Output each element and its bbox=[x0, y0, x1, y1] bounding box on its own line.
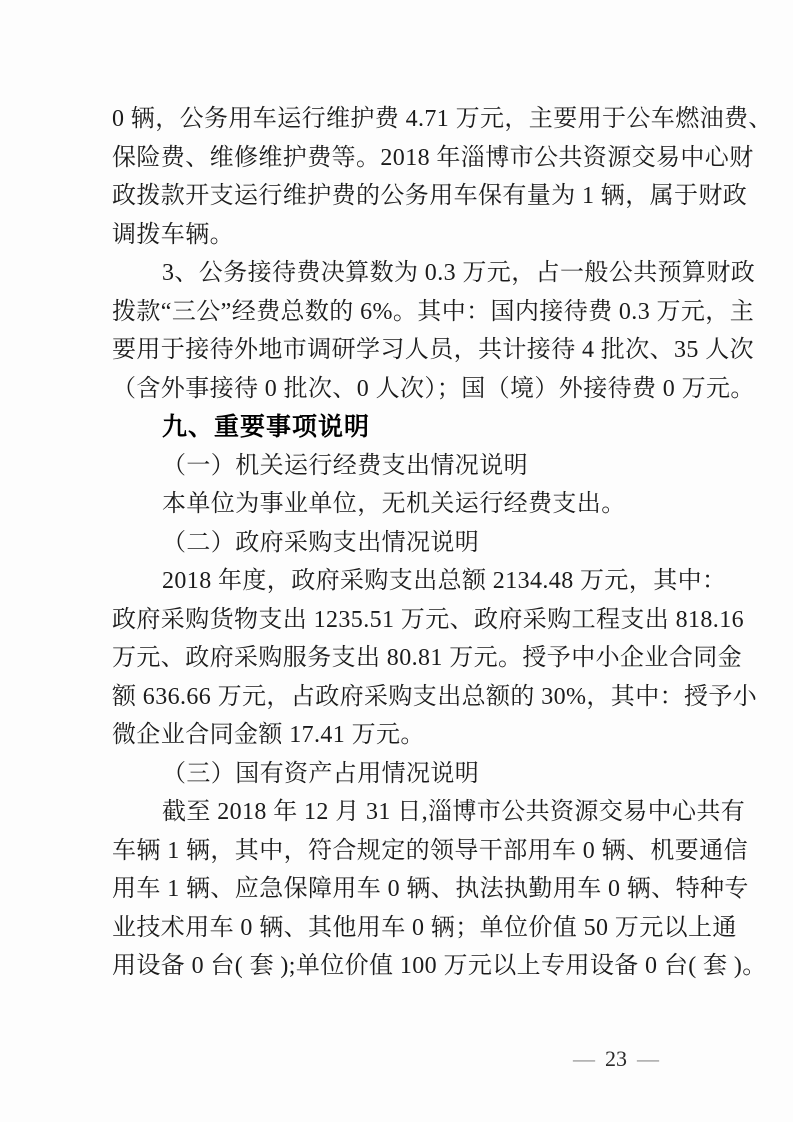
body-line: （含外事接待 0 批次、0 人次）；国（境）外接待费 0 万元。 bbox=[112, 375, 755, 402]
subheading-state-assets: （三）国有资产占用情况说明 bbox=[162, 760, 480, 787]
subheading-gov-procurement: （二）政府采购支出情况说明 bbox=[162, 529, 480, 556]
body-line: 2018 年度，政府采购支出总额 2134.48 万元，其中： bbox=[162, 568, 727, 594]
page-number-dash-left: — bbox=[573, 1046, 595, 1071]
page-number-dash-right: — bbox=[637, 1046, 659, 1071]
section-heading-important-items: 九、重要事项说明 bbox=[162, 413, 371, 441]
body-line: 万元、政府采购服务支出 80.81 万元。授予中小企业合同金 bbox=[112, 645, 742, 671]
body-line: 用设备 0 台( 套 );单位价值 100 万元以上专用设备 0 台( 套 )。 bbox=[112, 953, 767, 979]
body-line: 要用于接待外地市调研学习人员，共计接待 4 批次、35 人次 bbox=[112, 337, 754, 363]
page-number bbox=[573, 1044, 693, 1074]
body-line: 拨款“三公”经费总数的 6%。其中：国内接待费 0.3 万元，主 bbox=[112, 298, 755, 325]
subheading-agency-operation: （一）机关运行经费支出情况说明 bbox=[162, 452, 528, 479]
body-line: 本单位为事业单位，无机关运行经费支出。 bbox=[162, 491, 626, 517]
body-line: 截至 2018 年 12 月 31 日,淄博市公共资源交易中心共有 bbox=[162, 799, 746, 825]
document-body bbox=[112, 100, 773, 986]
body-line: 微企业合同金额 17.41 万元。 bbox=[112, 722, 425, 748]
body-line: 0 辆，公务用车运行维护费 4.71 万元，主要用于公车燃油费、 bbox=[112, 106, 773, 132]
body-line: 额 636.66 万元，占政府采购支出总额的 30%，其中：授予小 bbox=[112, 683, 758, 710]
body-line: 3、公务接待费决算数为 0.3 万元，占一般公共预算财政 bbox=[162, 260, 756, 286]
body-line: 调拨车辆。 bbox=[112, 221, 234, 248]
body-line: 车辆 1 辆，其中，符合规定的领导干部用车 0 辆、机要通信 bbox=[112, 837, 748, 864]
body-line: 业技术用车 0 辆、其他用车 0 辆；单位价值 50 万元以上通 bbox=[112, 914, 737, 941]
body-line: 用车 1 辆、应急保障用车 0 辆、执法执勤用车 0 辆、特种专 bbox=[112, 876, 749, 902]
body-line: 政拨款开支运行维护费的公务用车保有量为 1 辆，属于财政 bbox=[112, 183, 748, 209]
body-line: 政府采购货物支出 1235.51 万元、政府采购工程支出 818.16 bbox=[112, 606, 744, 633]
body-line: 保险费、维修维护费等。2018 年淄博市公共资源交易中心财 bbox=[112, 144, 754, 171]
page-number-value: 23 bbox=[605, 1046, 627, 1071]
